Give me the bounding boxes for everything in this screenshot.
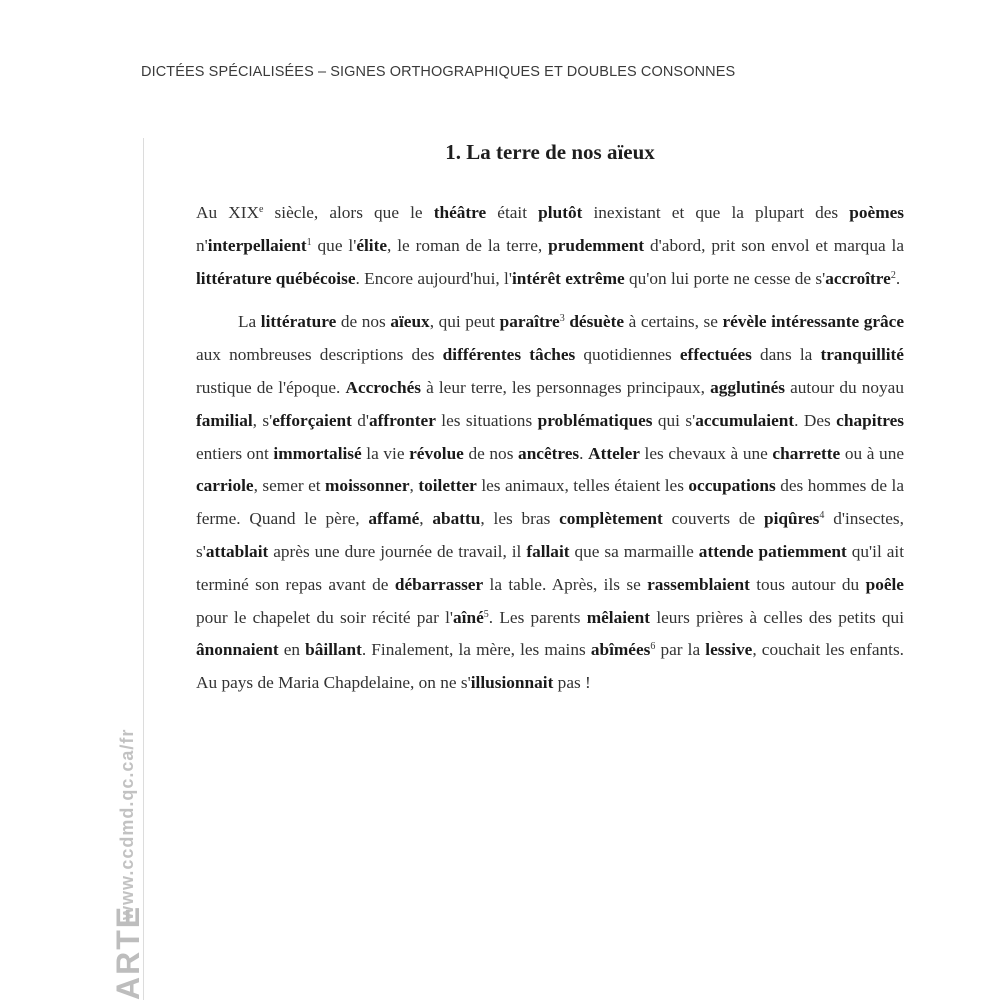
text-run: quotidiennes [575, 345, 680, 365]
bold-word: piqûres [764, 509, 820, 529]
bold-word: toiletter [418, 476, 477, 496]
text-run: , s' [252, 410, 273, 430]
bold-word: familial [196, 410, 253, 430]
text-run: . Des [794, 410, 837, 430]
text-run: , [419, 509, 433, 529]
text-run: . Les parents [488, 607, 587, 627]
text-run: couverts de [662, 509, 765, 529]
text-run: ou à une [840, 443, 905, 463]
text-run: était [486, 203, 539, 222]
bold-word: aïeux [390, 312, 430, 332]
bold-word: charrette [772, 443, 841, 463]
text-run: Au XIX [196, 203, 259, 222]
note-marker: 5 [483, 608, 489, 620]
text-run: qu'il ait terminé son repas avant de [196, 541, 905, 594]
text-run: que sa marmaille [569, 541, 699, 561]
side-brand: ARTE [110, 904, 146, 1000]
text-run: la vie [361, 443, 410, 463]
text-run: , le roman de la terre, [387, 235, 549, 255]
text-run: des hommes de la ferme. Quand le père, [196, 476, 905, 529]
text-run: d'abord, prit son envol et marqua la [644, 235, 904, 255]
text-run: , les bras [480, 509, 560, 529]
bold-word: aîné [453, 607, 484, 627]
bold-word: Accrochés [345, 377, 421, 397]
bold-word: occupations [688, 476, 776, 496]
bold-word: paraître [499, 312, 560, 332]
text-run: tous autour du [749, 574, 866, 594]
text-run: de nos [463, 443, 519, 463]
text-run: , [409, 476, 419, 496]
bold-word: débarrasser [394, 574, 484, 594]
paragraph [196, 197, 904, 295]
bold-word: immortalisé [273, 443, 362, 463]
note-marker: 4 [819, 510, 825, 522]
bold-word: affamé [368, 509, 420, 529]
bold-word: chapitres [836, 410, 904, 430]
text-run: par la [655, 640, 706, 660]
text-run: en [278, 640, 306, 660]
bold-word: théâtre [433, 203, 487, 222]
text-run: les situations [435, 410, 538, 430]
bold-word: tranquillité [820, 345, 904, 365]
section-title: 1. La terre de nos aïeux [445, 140, 655, 164]
text-run: à certains, se [624, 312, 723, 332]
note-marker: 3 [559, 313, 565, 325]
bold-word: désuète [569, 312, 625, 332]
text-run: . [579, 443, 589, 463]
bold-word: mêlaient [586, 607, 651, 627]
text-run: rustique de l'époque. [196, 377, 346, 397]
bold-word: révèle intéressante grâce [722, 312, 904, 332]
text-run: , qui peut [429, 312, 500, 332]
text-run: siècle, alors que le [263, 203, 434, 222]
bold-word: illusionnait [470, 673, 554, 693]
bold-word: moissonner [325, 476, 410, 496]
text-run: la table. Après, ils se [483, 574, 648, 594]
bold-word: intérêt extrême [511, 268, 625, 288]
bold-word: poèmes [849, 203, 905, 222]
text-run: leurs prières à celles des petits qui [650, 607, 904, 627]
text-run: de nos [336, 312, 391, 332]
text-run: , couchait les enfants. Au pays de Maria Chapdelaine, on ne s' [196, 640, 904, 693]
side-url: www.ccdmd.qc.ca/fr [117, 728, 137, 920]
bold-word: différentes tâches [442, 345, 576, 365]
bold-word: interpellaient [207, 235, 307, 255]
text-run: après une dure journée de travail, il [268, 541, 527, 561]
bold-word: accroître [825, 268, 891, 288]
bold-word: effectuées [679, 345, 752, 365]
text-run: les animaux, telles étaient les [476, 476, 689, 496]
text-run: . [895, 268, 901, 288]
text-run: aux nombreuses descriptions des [196, 345, 443, 365]
bold-word: abîmées [590, 640, 651, 660]
text-run: inexistant et que la plupart des [582, 203, 850, 222]
note-marker: 2 [890, 269, 896, 281]
text-run: La [238, 312, 261, 332]
bold-word: lessive [705, 640, 753, 660]
text-run: n' [196, 235, 208, 255]
bold-word: littérature [260, 312, 337, 332]
text-run: dans la [751, 345, 821, 365]
text-run: , semer et [253, 476, 326, 496]
bold-word: littérature québécoise [196, 268, 356, 288]
text-run: autour du noyau [785, 377, 904, 397]
bold-word: poêle [865, 574, 904, 594]
bold-word: rassemblaient [647, 574, 750, 594]
note-marker: 1 [306, 236, 312, 248]
note-marker: 6 [650, 641, 656, 653]
bold-word: attablait [205, 541, 269, 561]
bold-word: élite [356, 235, 388, 255]
text-run: qu'on lui porte ne cesse de s' [624, 268, 826, 288]
bold-word: agglutinés [710, 377, 785, 397]
text-run: qui s' [652, 410, 696, 430]
paragraph [196, 306, 904, 700]
text-run: d' [351, 410, 370, 430]
bold-word: fallait [526, 541, 570, 561]
running-header: DICTÉES SPÉCIALISÉES – SIGNES ORTHOGRAPHIQUES ET DOUBLES CONSONNES [141, 64, 736, 80]
text-run: . Encore aujourd'hui, l' [355, 268, 512, 288]
bold-word: complètement [559, 509, 663, 529]
text-run: pour le chapelet du soir récité par l' [196, 607, 454, 627]
text-run: entiers ont [196, 443, 274, 463]
text-run: que l' [311, 235, 357, 255]
bold-word: prudemment [548, 235, 645, 255]
text-run: à leur terre, les personnages principaux, [420, 377, 711, 397]
bold-word: plutôt [538, 203, 583, 222]
bold-word: ancêtres [518, 443, 580, 463]
bold-word: affronter [369, 410, 436, 430]
bold-word: accumulaient [695, 410, 795, 430]
bold-word: révolue [409, 443, 464, 463]
margin-rule [143, 138, 144, 1000]
text-run: les chevaux à une [639, 443, 773, 463]
text-run: pas ! [553, 673, 591, 693]
bold-word: bâillant [305, 640, 362, 660]
bold-word: ânonnaient [196, 640, 279, 660]
bold-word: abattu [432, 509, 481, 529]
bold-word: problématiques [537, 410, 653, 430]
text-run: . Finalement, la mère, les mains [361, 640, 591, 660]
bold-word: efforçaient [272, 410, 352, 430]
bold-word: carriole [196, 476, 254, 496]
body-text [196, 197, 904, 711]
text-run: d'insectes, s' [196, 509, 904, 561]
bold-word: Atteler [588, 443, 640, 463]
bold-word: attende patiemment [698, 541, 847, 561]
note-marker: e [258, 204, 264, 215]
